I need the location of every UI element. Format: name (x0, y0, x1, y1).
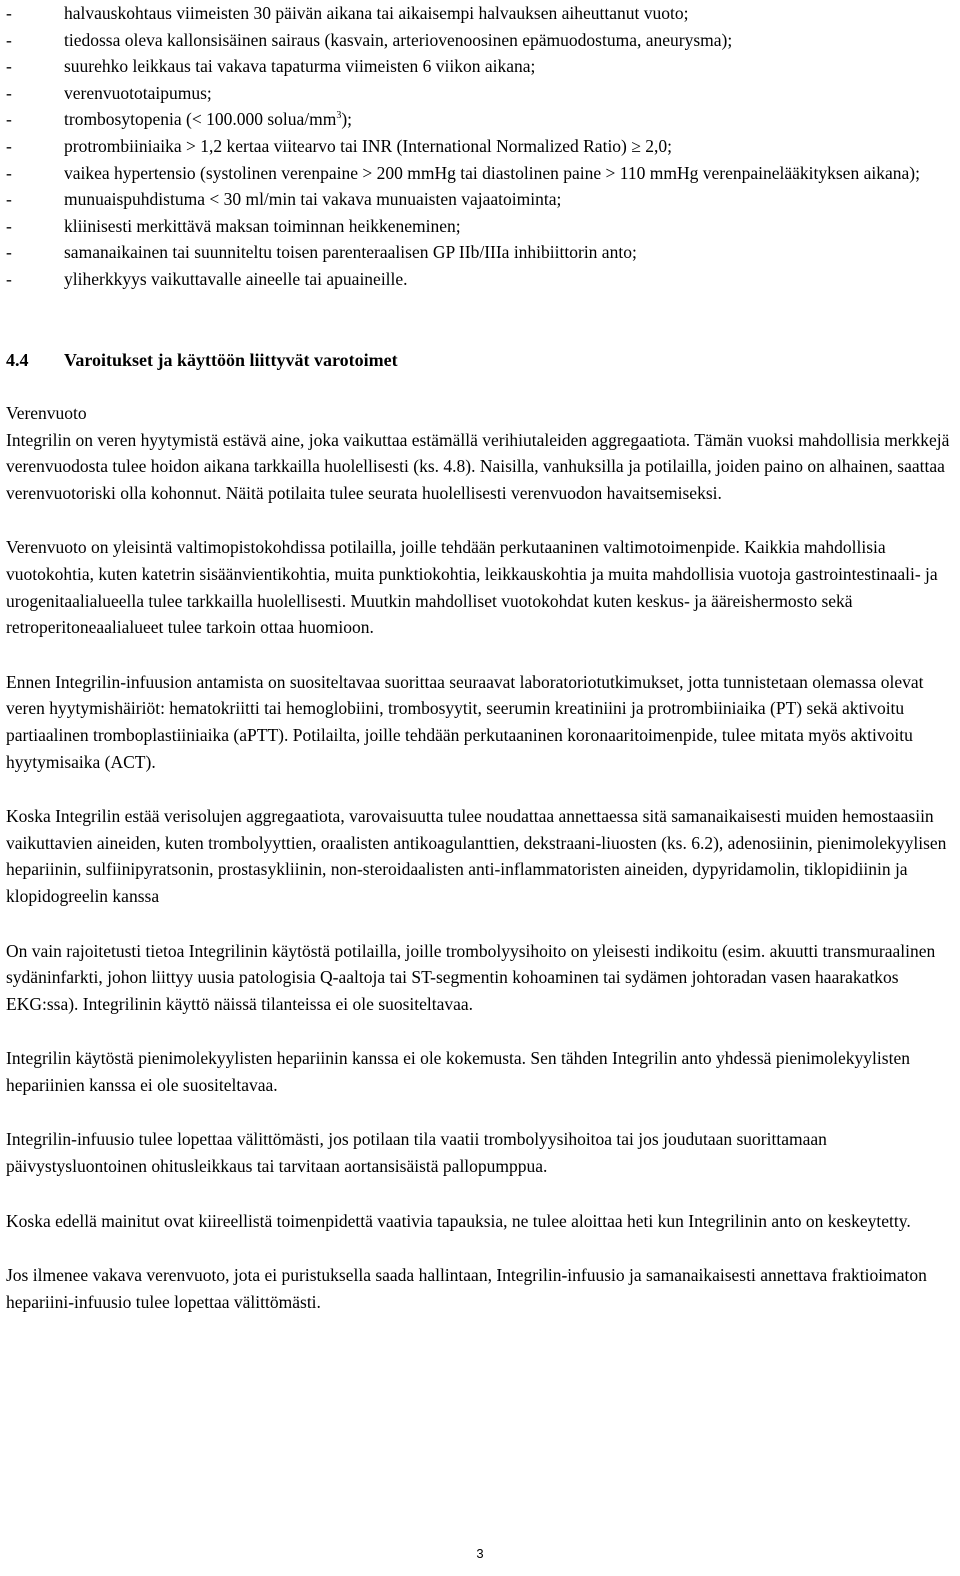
document-page (6, 0, 956, 1576)
list-item-text-end: ); (341, 109, 353, 130)
list-item (6, 106, 956, 133)
list-dash: - (6, 189, 12, 210)
paragraph: Integrilin käytöstä pienimolekyylisten hepariinin kanssa ei ole kokemusta. Sen tähden Integrilin anto yhdessä pienimolekyylisten hepariinien kanssa ei ole suositeltavaa. (6, 1048, 910, 1095)
list-dash: - (6, 109, 12, 130)
contraindication-list (6, 0, 956, 293)
list-dash: - (6, 29, 12, 50)
superscript: 3 (336, 110, 342, 122)
list-item-text: yliherkkyys vaikuttavalle aineelle tai apuaineille. (64, 268, 408, 289)
paragraph: On vain rajoitetusti tietoa Integrilinin käytöstä potilailla, joille trombolyysihoito on yleisesti indikoitu (esim. akuutti transmuraalinen sydäninfarkti, johon liittyy uusia patologisia Q-aaltoja tai ST-segmentin kohoaminen tai sydämen johtoradan vasen haarakatkos EKG:ssa). Integrilinin käyttö näissä tilanteissa ei ole suositeltavaa. (6, 940, 936, 1014)
list-dash: - (6, 162, 12, 183)
paragraph: Koska edellä mainitut ovat kiireellistä toimenpidettä vaativia tapauksia, ne tulee aloittaa heti kun Integrilinin anto on keskeytetty. (6, 1210, 911, 1231)
list-item (6, 239, 956, 266)
list-dash: - (6, 3, 12, 23)
list-dash: - (6, 242, 12, 263)
list-item-text: kliinisesti merkittävä maksan toiminnan heikkeneminen; (64, 215, 461, 236)
section-body (6, 400, 956, 1315)
list-item-text: munuaispuhdistuma < 30 ml/min tai vakava munuaisten vajaatoiminta; (64, 189, 562, 210)
list-item (6, 186, 956, 213)
list-item (6, 213, 956, 240)
section-number: 4.4 (6, 350, 29, 370)
paragraph: Integrilin on veren hyytymistä estävä aine, joka vaikuttaa estämällä verihiutaleiden aggregaatiota. Tämän vuoksi mahdollisia merkkejä verenvuodosta tulee hoidon aikana tarkkailla huolellisesti (ks. 4.8). Naisilla, vanhuksilla ja potilailla, joiden paino on alhainen, saattaa verenvuotoriski olla kohonnut. Näitä potilaita tulee seurata huolellisesti verenvuodon havaitsemiseksi. (6, 429, 950, 503)
list-item-text: halvauskohtaus viimeisten 30 päivän aikana tai aikaisempi halvauksen aiheuttanut vuoto; (64, 3, 689, 23)
list-dash: - (6, 82, 12, 103)
list-item-text: protrombiiniaika > 1,2 kertaa viitearvo tai INR (International Normalized Ratio) ≥ 2,0; (64, 135, 672, 156)
list-item (6, 0, 956, 27)
paragraph: Koska Integrilin estää verisolujen aggregaatiota, varovaisuutta tulee noudattaa annettaessa sitä samanaikaisesti muiden hemostaasiin vaikuttavien aineiden, kuten trombolyyttien, oraalisten antikoagulanttien, dekstraani-liuosten (ks. 6.2), adenosiinin, pienimolekyylisen hepariinin, sulfiinipyratsonin, prostasykliinin, non-steroidaalisten anti-inflammatoristen aineiden, dypyridamolin, tiklopidiinin ja klopidogreelin kanssa (6, 806, 947, 906)
section-heading (6, 347, 398, 374)
list-item (6, 53, 956, 80)
list-dash: - (6, 56, 12, 77)
list-item (6, 266, 956, 293)
list-item-text: tiedossa oleva kallonsisäinen sairaus (kasvain, arteriovenoosinen epämuodostuma, aneurysma); (64, 29, 733, 50)
list-dash: - (6, 135, 12, 156)
list-item-text: verenvuototaipumus; (64, 82, 212, 103)
paragraph: Jos ilmenee vakava verenvuoto, jota ei puristuksella saada hallintaan, Integrilin-infuusio ja samanaikaisesti annettava fraktioimaton hepariini-infuusio tulee lopettaa välittömästi. (6, 1265, 927, 1312)
list-item-text: samanaikainen tai suunniteltu toisen parenteraalisen GP IIb/IIIa inhibiittorin anto; (64, 242, 637, 263)
list-item (6, 160, 956, 187)
list-dash: - (6, 215, 12, 236)
list-dash: - (6, 268, 12, 289)
list-item (6, 133, 956, 160)
subheading-bleeding: Verenvuoto (6, 403, 87, 423)
section-title: Varoitukset ja käyttöön liittyvät varotoimet (64, 350, 398, 370)
paragraph: Integrilin-infuusio tulee lopettaa välittömästi, jos potilaan tila vaatii trombolyysihoitoa tai jos joudutaan suorittamaan päivystysluontoinen ohitusleikkaus tai tarvitaan aortansisäistä pallopumppua. (6, 1129, 827, 1177)
paragraph: Ennen Integrilin-infuusion antamista on suositeltavaa suorittaa seuraavat laboratoriotutkimukset, jotta tunnistetaan olemassa olevat veren hyytymishäiriöt: hematokriitti tai hemoglobiini, trombosyytit, seerumin kreatiniini ja protrombiiniaika (PT) sekä aktivoitu partiaalinen tromboplastiiniaika (aPTT). Potilailta, joille tehdään perkutaaninen koronaaritoimenpide, tulee mitata myös aktivoitu hyytymisaika (ACT). (6, 671, 924, 772)
list-item (6, 80, 956, 107)
list-item-text: suurehko leikkaus tai vakava tapaturma viimeisten 6 viikon aikana; (64, 56, 536, 77)
list-item-text: vaikea hypertensio (systolinen verenpaine > 200 mmHg tai diastolinen paine > 110 mmHg verenpainelääkityksen aikana); (64, 162, 920, 183)
list-item (6, 27, 956, 54)
page-number: 3 (476, 1546, 484, 1561)
list-item-text: trombosytopenia (< 100.000 solua/mm (64, 109, 337, 130)
paragraph: Verenvuoto on yleisintä valtimopistokohdissa potilailla, joille tehdään perkutaaninen valtimotoimenpide. Kaikkia mahdollisia vuotokohtia, kuten katetrin sisäänvientikohtia, muita punktiokohtia, leikkauskohtia ja muita mahdollisia vuotoja gastrointestinaali- ja urogenitaalialueella tulee tarkkailla huolellisesti. Muutkin mahdolliset vuotokohdat kuten keskus- ja ääreishermosto sekä retroperitoneaalialueet tulee tarkoin ottaa huomioon. (6, 537, 938, 638)
